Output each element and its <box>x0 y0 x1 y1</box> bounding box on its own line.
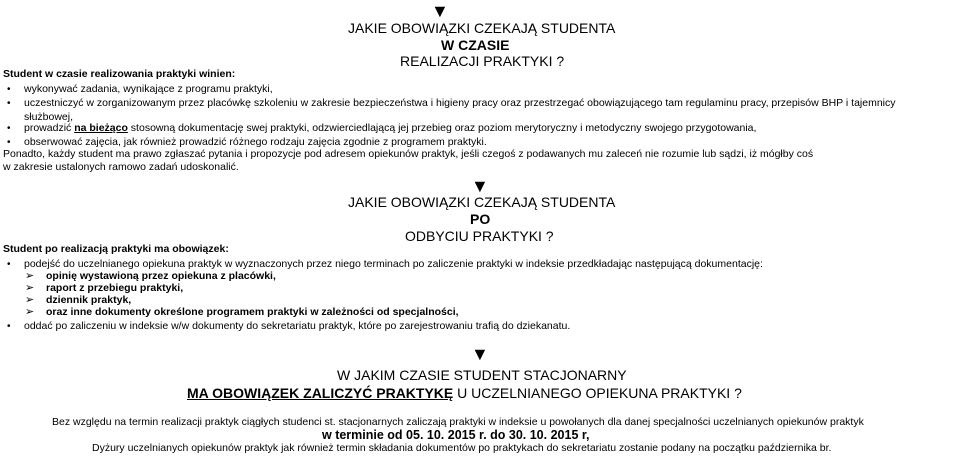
section2-sub4: oraz inne dokumenty określone programem praktyki w zależności od specjalności, <box>46 306 459 318</box>
section2-heading-line1: JAKIE OBOWIĄZKI CZEKAJĄ STUDENTA <box>348 194 616 210</box>
section1-heading-line2: W CZASIE <box>441 37 510 53</box>
bullet-icon <box>7 258 11 271</box>
arrowhead-bullet-icon: ➢ <box>25 282 35 294</box>
section1-item3 <box>24 122 756 135</box>
section2-heading-line3: ODBYCIU PRAKTYKI ? <box>405 228 554 244</box>
section3-note-line1: Bez względu na termin realizacji praktyk ciągłych studenci st. stacjonarnych zaliczają praktyki w indeksie u powołanych dla danej specjalności uczelnianych opiekunów praktyk <box>52 416 864 428</box>
arrowhead-bullet-icon: ➢ <box>25 294 35 306</box>
section2-heading-line2: PO <box>470 211 491 227</box>
section2-intro: Student po realizacją praktyki ma obowiązek: <box>3 243 229 255</box>
section1-item3-pre: prowadzić <box>24 122 75 134</box>
section2-item1: podejść do uczelnianego opiekuna praktyk w wyznaczonych przez niego terminach po zaliczenie praktyki w indeksie przedkładając następującą dokumentację: <box>24 258 763 270</box>
section3-heading-bold: MA OBOWIĄZEK ZALICZYĆ PRAKTYKĘ <box>187 385 454 401</box>
section1-item2-line1: uczestniczyć w zorganizowanym przez placówkę szkoleniu w zakresie bezpieczeństwa i higieny pracy oraz przestrzegać obowiązującego tam regulaminu pracy, przepisów BHP i tajemnicy <box>24 97 896 109</box>
section1-item1: wykonywać zadania, wynikające z programu praktyki, <box>24 83 273 95</box>
section1-item3-post: stosowną dokumentację swej praktyki, odzwierciedlającą jej przebieg oraz poziom merytoryczny i metodyczny swojego przygotowania, <box>127 122 757 134</box>
section1-item2-line2: służbowej, <box>24 111 74 123</box>
section1-intro: Student w czasie realizowania praktyki winien: <box>3 68 236 80</box>
bullet-icon <box>7 83 11 96</box>
bullet-icon <box>7 122 11 135</box>
section1-item4: obserwować zajęcia, jak również prowadzić różnego rodzaju zajęcia zgodnie z programem praktyki. <box>24 136 487 148</box>
down-arrow-icon: ▼ <box>431 1 449 21</box>
section3-deadline: w terminie od 05. 10. 2015 r. do 30. 10. 2015 r, <box>322 428 590 442</box>
section3-heading-line1: W JAKIM CZASIE STUDENT STACJONARNY <box>337 367 627 383</box>
section2-sub2: raport z przebiegu praktyki, <box>46 282 184 294</box>
section1-para-line1: Ponadto, każdy student ma prawo zgłaszać pytania i propozycje pod adresem opiekunów praktyk, jeśli czegoś z podawanych mu zaleceń nie rozumie lub sądzi, iż mógłby coś <box>3 148 814 160</box>
section3-heading-rest: U UCZELNIANEGO OPIEKUNA PRAKTYKI ? <box>453 385 742 401</box>
bullet-icon <box>7 97 11 110</box>
section1-heading-line1: JAKIE OBOWIĄZKI CZEKAJĄ STUDENTA <box>348 20 616 36</box>
bullet-icon <box>7 320 11 333</box>
arrowhead-bullet-icon: ➢ <box>25 306 35 318</box>
section1-item3-bold: na bieżąco <box>74 122 128 134</box>
down-arrow-icon: ▼ <box>471 176 489 196</box>
section2-sub1: opinię wystawioną przez opiekuna z placówki, <box>46 270 276 282</box>
section2-item2: oddać po zaliczeniu w indeksie w/w dokumenty do sekretariatu praktyk, które po zarejestrowaniu trafią do dziekanatu. <box>24 320 571 332</box>
section3-heading-line2 <box>187 385 742 401</box>
section3-note-line3: Dyżury uczelnianych opiekunów praktyk jak również termin składania dokumentów po praktykach do sekretariatu zostanie podany na początku października br. <box>92 442 832 454</box>
section1-para-line2: w zakresie ustalonych ramowo zadań udoskonalić. <box>3 161 239 173</box>
down-arrow-icon: ▼ <box>471 344 489 364</box>
arrowhead-bullet-icon: ➢ <box>25 270 35 282</box>
section1-heading-line3: REALIZACJI PRAKTYKI ? <box>400 53 565 69</box>
section2-sub3: dziennik praktyk, <box>46 294 132 306</box>
